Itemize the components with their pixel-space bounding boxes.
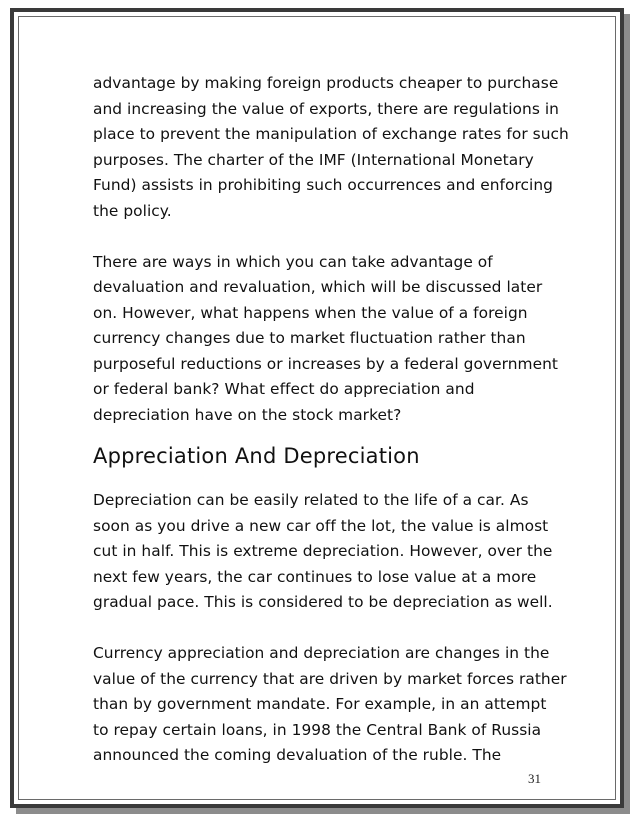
- text-line: announced the coming devaluation of the ruble. The: [93, 746, 502, 764]
- text-line: to repay certain loans, in 1998 the Central Bank of Russia: [93, 720, 542, 739]
- paragraph-spacer: [93, 224, 553, 250]
- text-line: purposeful reductions or increases by a federal government: [93, 354, 558, 373]
- text-line: currency changes due to market fluctuation rather than: [93, 329, 526, 347]
- text-line: gradual pace. This is considered to be depreciation as well.: [93, 593, 553, 611]
- paragraph-exchange-rate-regulations: [93, 71, 569, 224]
- text-line: devaluation and revaluation, which will be discussed later: [93, 278, 543, 296]
- text-line: next few years, the car continues to lose value at a more: [93, 567, 537, 586]
- text-line: Depreciation can be easily related to the life of a car. As: [93, 491, 529, 509]
- paragraph-currency-appreciation: [93, 641, 567, 769]
- page-number: 31: [528, 771, 541, 786]
- text-line: value of the currency that are driven by market forces rather: [93, 669, 567, 688]
- text-line: place to prevent the manipulation of exchange rates for such: [93, 125, 569, 143]
- text-line: and increasing the value of exports, there are regulations in: [93, 99, 559, 118]
- section-heading: Appreciation And Depreciation: [93, 444, 420, 468]
- page-shadow-bottom: [16, 808, 630, 814]
- text-line: on. However, what happens when the value of a foreign: [93, 303, 528, 322]
- page-shadow-right: [624, 14, 630, 814]
- paragraph-car-depreciation: [93, 488, 553, 616]
- text-line: Currency appreciation and depreciation are changes in the: [93, 644, 550, 662]
- text-line: There are ways in which you can take advantage of: [93, 252, 493, 271]
- text-line: purposes. The charter of the IMF (International Monetary: [93, 150, 534, 169]
- text-line: or federal bank? What effect do appreciation and: [93, 380, 475, 398]
- text-line: soon as you drive a new car off the lot, the value is almost: [93, 516, 549, 535]
- text-line: cut in half. This is extreme depreciation. However, over the: [93, 542, 553, 560]
- text-line: than by government mandate. For example, in an attempt: [93, 695, 547, 713]
- page-body: [93, 71, 569, 769]
- text-line: Fund) assists in prohibiting such occurrences and enforcing: [93, 176, 553, 194]
- text-line: depreciation have on the stock market?: [93, 405, 402, 424]
- paragraph-market-fluctuation: [93, 250, 558, 429]
- paragraph-spacer: [93, 616, 553, 642]
- text-line: advantage by making foreign products cheaper to purchase: [93, 74, 559, 92]
- text-line: the policy.: [93, 201, 172, 220]
